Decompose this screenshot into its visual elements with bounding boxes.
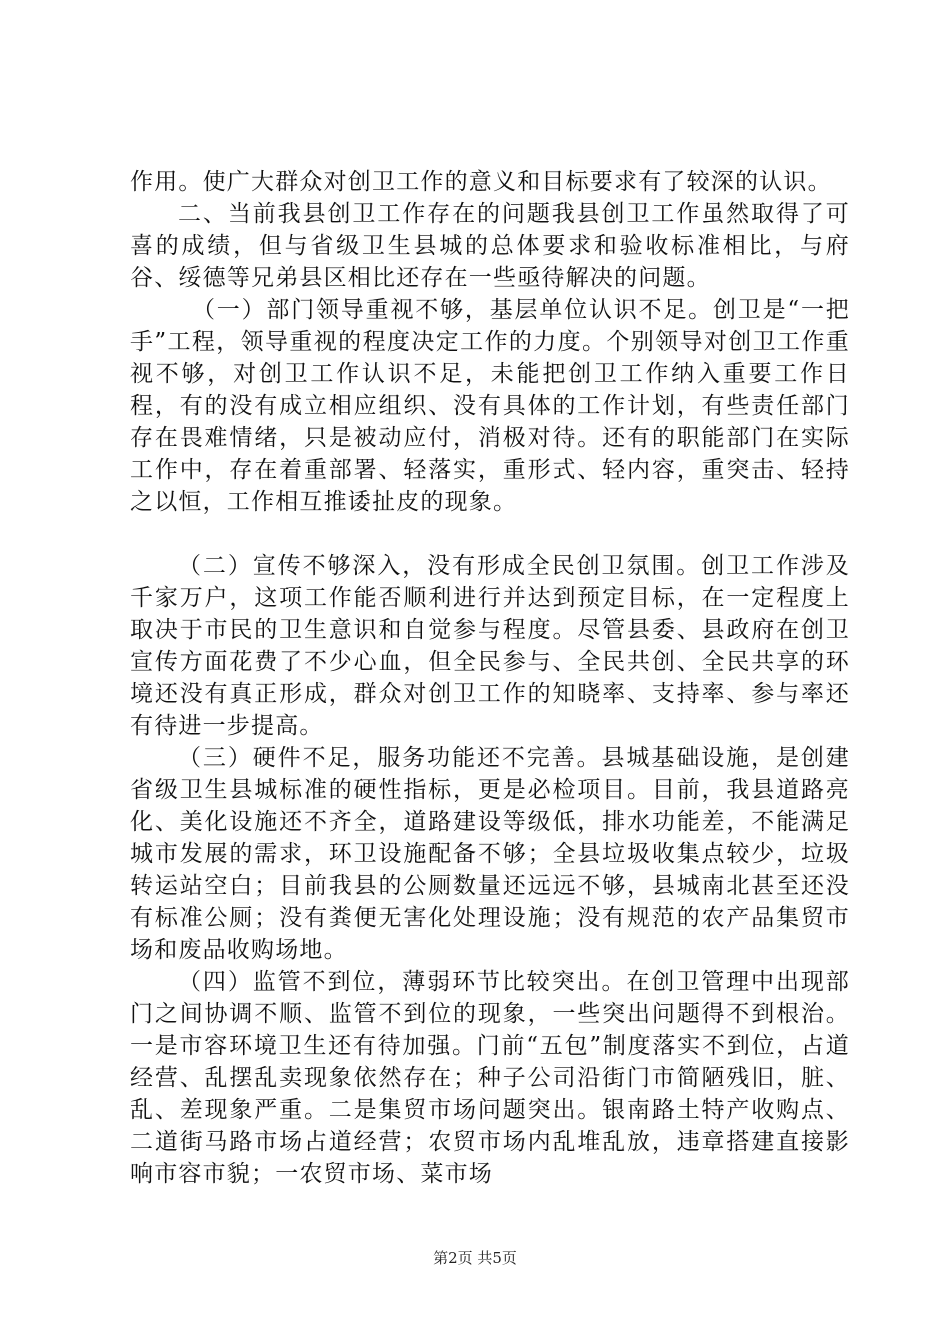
paragraph-continuation: 作用。使广大群众对创卫工作的意义和目标要求有了较深的认识。 <box>130 169 832 195</box>
paragraph-item-one: （一）部门领导重视不够，基层单位认识不足。创卫是“一把手”工程，领导重视的程度决定工作的力度。个别领导对创卫工作重视不够，对创卫工作认识不足，未能把创卫工作纳入重要工作日程，有的没有成立相应组织、没有具体的工作计划，有些责任部门存在畏难情绪，只是被动应付，消极对待。还有的职能部门在实际工作中，存在着重部署、轻落实，重形式、轻内容，重突击、轻持之以恒，工作相互推诿扯皮的现象。 <box>130 297 850 515</box>
paragraph-item-three: （三）硬件不足，服务功能还不完善。县城基础设施，是创建省级卫生县城标准的硬性指标，更是必检项目。目前，我县道路亮化、美化设施还不齐全，道路建设等级低，排水功能差，不能满足城市发展的需求，环卫设施配备不够；全县垃圾收集点较少，垃圾转运站空白；目前我县的公厕数量还远远不够，县城南北甚至还没有标准公厕；没有粪便无害化处理设施；没有规范的农产品集贸市场和废品收购场地。 <box>130 745 850 963</box>
paragraph-section-two: 二、当前我县创卫工作存在的问题我县创卫工作虽然取得了可喜的成绩，但与省级卫生县城的总体要求和验收标准相比，与府谷、绥德等兄弟县区相比还存在一些亟待解决的问题。 <box>130 201 850 291</box>
paragraph-item-two: （二）宣传不够深入，没有形成全民创卫氛围。创卫工作涉及千家万户，这项工作能否顺利进行并达到预定目标，在一定程度上取决于市民的卫生意识和自觉参与程度。尽管县委、县政府在创卫宣传方面花费了不少心血，但全民参与、全民共创、全民共享的环境还没有真正形成，群众对创卫工作的知晓率、支持率、参与率还有待进一步提高。 <box>130 553 850 739</box>
page-number-footer: 第2页 共5页 <box>433 1249 517 1267</box>
paragraph-item-four: （四）监管不到位，薄弱环节比较突出。在创卫管理中出现部门之间协调不顺、监管不到位的现象，一些突出问题得不到根治。一是市容环境卫生还有待加强。门前“五包”制度落实不到位，占道经营、乱摆乱卖现象依然存在；种子公司沿街门市简陋残旧，脏、乱、差现象严重。二是集贸市场问题突出。银南路土特产收购点、二道街马路市场占道经营；农贸市场内乱堆乱放，违章搭建直接影响市容市貌；一农贸市场、菜市场 <box>130 969 850 1187</box>
document-body <box>130 166 850 1190</box>
